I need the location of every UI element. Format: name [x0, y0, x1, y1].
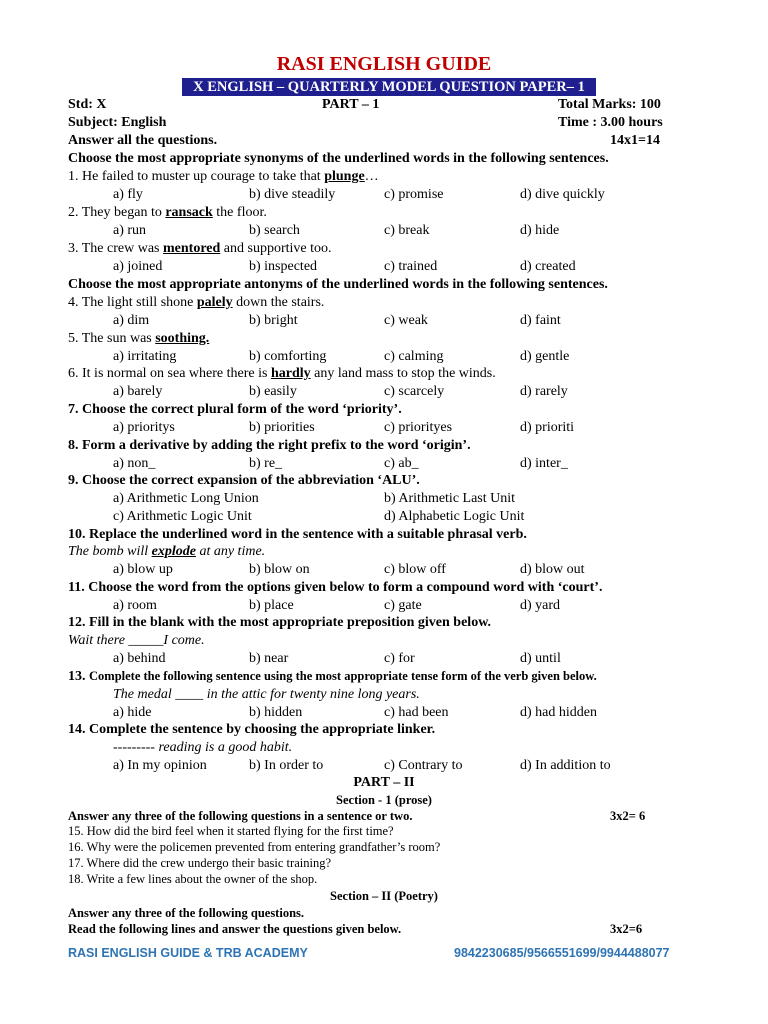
question-12: 12. Fill in the blank with the most appropriate preposition given below.	[68, 615, 492, 630]
question-8: 8. Form a derivative by adding the right prefix to the word ‘origin’.	[68, 438, 471, 453]
option-c: c) Arithmetic Logic Unit	[113, 509, 252, 524]
time-label: Time : 3.00 hours	[558, 115, 663, 130]
question-13-sentence: The medal ____ in the attic for twenty nine long years.	[113, 687, 420, 702]
option-a: a) prioritys	[113, 420, 175, 435]
question-5	[68, 330, 209, 347]
section-2-marks: 3x2=6	[610, 922, 643, 936]
option-d: d) until	[520, 651, 561, 666]
option-c: c) promise	[384, 187, 444, 202]
question-2	[68, 204, 267, 221]
question-text: …	[364, 169, 379, 184]
question-15: 15. How did the bird feel when it started flying for the first time?	[68, 824, 394, 838]
underlined-word: mentored	[163, 241, 221, 256]
option-b: b) comforting	[249, 349, 327, 364]
option-b: b) Arithmetic Last Unit	[384, 491, 516, 506]
question-18: 18. Write a few lines about the owner of the shop.	[68, 872, 318, 886]
underlined-word: hardly	[270, 366, 311, 381]
question-12-sentence: Wait there _____I come.	[68, 633, 205, 648]
synonyms-heading: Choose the most appropriate synonyms of the underlined words in the following sentences.	[68, 151, 609, 166]
option-d: d) faint	[520, 313, 561, 328]
option-c: c) scarcely	[384, 384, 445, 399]
question-11: 11. Choose the word from the options given below to form a compound word with ‘court’.	[68, 580, 603, 595]
section-1-title: Section - 1 (prose)	[336, 793, 432, 807]
option-c: c) ab_	[384, 456, 419, 471]
question-text: any land mass to stop the winds.	[310, 366, 496, 381]
question-3	[68, 240, 332, 257]
underlined-word: plunge	[324, 169, 365, 184]
option-b: b) near	[249, 651, 289, 666]
underlined-word: ransack	[165, 205, 213, 220]
option-c: c) calming	[384, 349, 444, 364]
underlined-word: explode	[151, 544, 196, 559]
footer-academy: RASI ENGLISH GUIDE & TRB ACADEMY	[68, 946, 308, 960]
part-2-title: PART – II	[353, 775, 415, 790]
option-b: b) priorities	[249, 420, 315, 435]
option-a: a) hide	[113, 705, 152, 720]
option-d: d) blow out	[520, 562, 585, 577]
option-b: b) inspected	[249, 259, 318, 274]
question-text: 3. The crew was	[68, 241, 163, 256]
question-10-sentence	[68, 543, 265, 560]
question-text: and supportive too.	[220, 241, 332, 256]
question-text: Complete the following sentence using the most appropriate tense form of the verb given below.	[89, 669, 597, 683]
question-9: 9. Choose the correct expansion of the abbreviation ‘ALU’.	[68, 473, 420, 488]
option-c: c) blow off	[384, 562, 446, 577]
option-a: a) In my opinion	[113, 758, 207, 773]
question-text: down the stairs.	[232, 295, 325, 310]
option-a: a) non_	[113, 456, 156, 471]
underlined-word: soothing.	[155, 331, 210, 346]
option-a: a) joined	[113, 259, 163, 274]
option-c: c) Contrary to	[384, 758, 463, 773]
option-d: d) prioriti	[520, 420, 575, 435]
guide-title: RASI ENGLISH GUIDE	[276, 53, 492, 75]
underlined-word: palely	[196, 295, 233, 310]
question-7: 7. Choose the correct plural form of the word ‘priority’.	[68, 402, 402, 417]
marks-scheme: 14x1=14	[610, 133, 660, 148]
option-d: d) Alphabetic Logic Unit	[384, 509, 525, 524]
option-a: a) irritating	[113, 349, 177, 364]
option-d: d) gentle	[520, 349, 570, 364]
question-14: 14. Complete the sentence by choosing the appropriate linker.	[68, 722, 436, 737]
option-a: a) room	[113, 598, 157, 613]
section-2-title: Section – II (Poetry)	[330, 889, 438, 903]
option-a: a) barely	[113, 384, 163, 399]
option-a: a) Arithmetic Long Union	[113, 491, 259, 506]
option-b: b) blow on	[249, 562, 310, 577]
option-b: b) dive steadily	[249, 187, 336, 202]
option-b: b) bright	[249, 313, 298, 328]
question-text: 2. They began to	[68, 205, 166, 220]
option-c: c) priorityes	[384, 420, 453, 435]
option-b: b) easily	[249, 384, 297, 399]
option-b: b) hidden	[249, 705, 303, 720]
option-a: a) fly	[113, 187, 143, 202]
option-d: d) had hidden	[520, 705, 597, 720]
footer-phone-numbers: 9842230685/9566551699/9944488077	[454, 946, 670, 960]
question-text: the floor.	[212, 205, 267, 220]
option-d: d) created	[520, 259, 576, 274]
question-text: 6. It is normal on sea where there is	[68, 366, 271, 381]
question-10: 10. Replace the underlined word in the sentence with a suitable phrasal verb.	[68, 527, 527, 542]
question-17: 17. Where did the crew undergo their basic training?	[68, 856, 331, 870]
question-1	[68, 168, 379, 185]
std-label: Std: X	[68, 97, 107, 112]
subject-label: Subject: English	[68, 115, 167, 130]
sentence-text: at any time.	[195, 544, 266, 559]
section-1-instruction: Answer any three of the following questions in a sentence or two.	[68, 809, 413, 823]
option-d: d) dive quickly	[520, 187, 605, 202]
antonyms-heading: Choose the most appropriate antonyms of the underlined words in the following sentences.	[68, 277, 608, 292]
option-b: b) In order to	[249, 758, 324, 773]
option-c: c) gate	[384, 598, 422, 613]
option-a: a) dim	[113, 313, 150, 328]
question-text: 1. He failed to muster up courage to take that	[68, 169, 325, 184]
part-label: PART – 1	[322, 97, 380, 112]
question-13	[68, 668, 597, 685]
option-c: c) break	[384, 223, 430, 238]
option-b: b) search	[249, 223, 300, 238]
section-1-marks: 3x2= 6	[610, 809, 646, 823]
question-text: 5. The sun was	[68, 331, 156, 346]
instruction-all: Answer all the questions.	[68, 133, 218, 148]
option-d: d) hide	[520, 223, 560, 238]
option-d: d) yard	[520, 598, 561, 613]
question-16: 16. Why were the policemen prevented from entering grandfather’s room?	[68, 840, 441, 854]
option-c: c) for	[384, 651, 415, 666]
option-b: b) re_	[249, 456, 283, 471]
option-c: c) had been	[384, 705, 449, 720]
option-d: d) In addition to	[520, 758, 611, 773]
section-2-instruction: Answer any three of the following questions.	[68, 906, 305, 920]
option-a: a) run	[113, 223, 147, 238]
sentence-text: The bomb will	[68, 544, 152, 559]
option-b: b) place	[249, 598, 294, 613]
question-14-sentence: --------- reading is a good habit.	[113, 740, 293, 755]
option-d: d) inter_	[520, 456, 568, 471]
option-d: d) rarely	[520, 384, 568, 399]
read-lines-instruction: Read the following lines and answer the questions given below.	[68, 922, 402, 936]
paper-subtitle-banner: X ENGLISH – QUARTERLY MODEL QUESTION PAPER– 1	[182, 78, 596, 96]
option-c: c) weak	[384, 313, 428, 328]
question-6	[68, 365, 496, 382]
question-number: 13.	[68, 669, 89, 684]
question-4	[68, 294, 324, 311]
question-text: 4. The light still shone	[68, 295, 197, 310]
option-c: c) trained	[384, 259, 438, 274]
option-a: a) blow up	[113, 562, 173, 577]
option-a: a) behind	[113, 651, 166, 666]
total-marks: Total Marks: 100	[558, 97, 661, 112]
